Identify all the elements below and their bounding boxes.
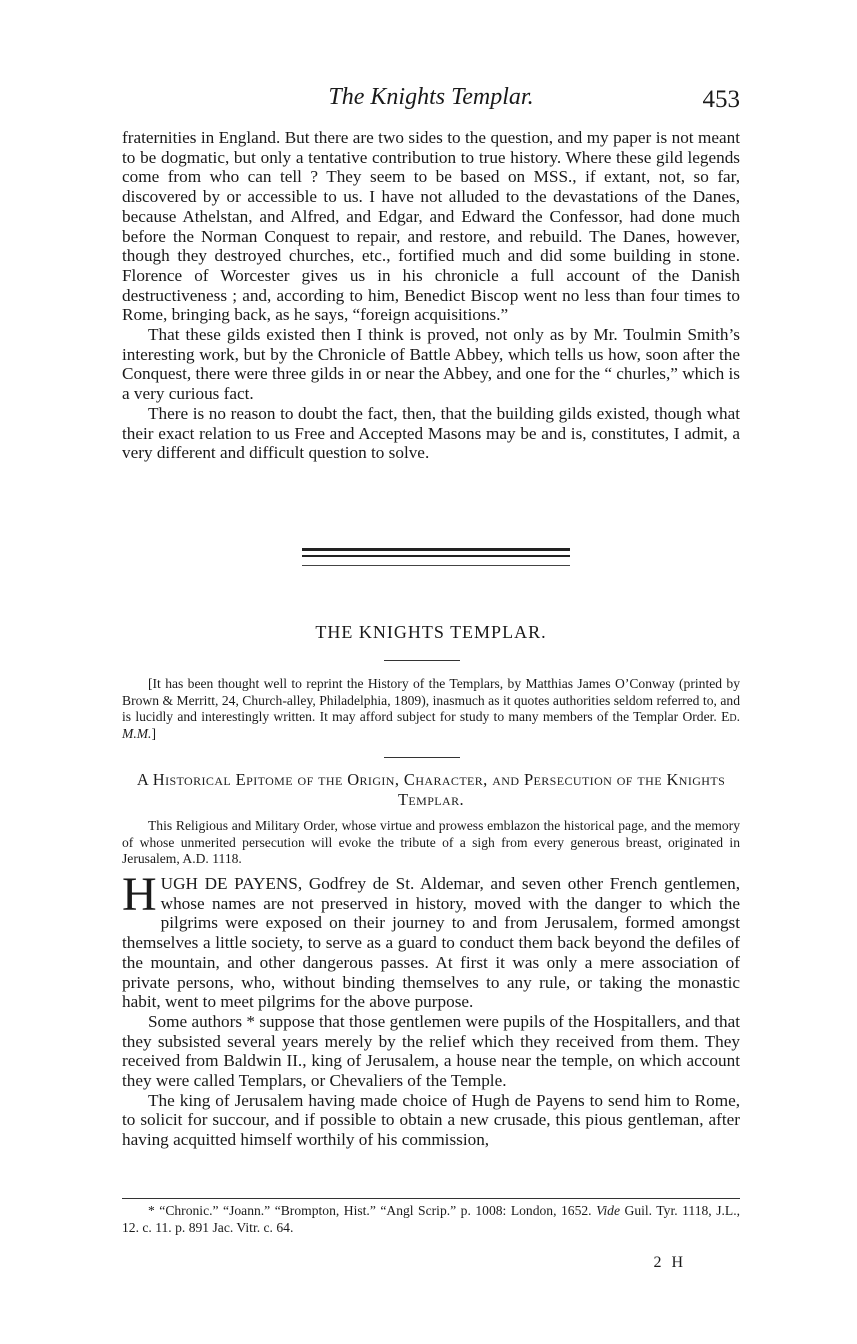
epitome-intro-text: This Religious and Military Order, whose virtue and prowess emblazon the historical page, and the memory of whose unmerited persecution will evoke the tribute of a sigh from every generous breast, originated in Jerusalem, A.D. 1118. [122, 818, 740, 867]
editor-note-text: [It has been thought well to reprint the History of the Templars, by Matthias James O’Conway (printed by Brown & Merritt, 24, Church-alley, Philadelphia, 1809), inasmuch as it quotes authorities seldom referred to, and is lucidly and interestingly written. It may afford subject for study to many members of the Templar Order. Ed. M.M.] [122, 676, 741, 741]
footnote-text: * “Chronic.” “Joann.” “Brompton, Hist.” “Angl Scrip.” p. 1008: London, 1652. Vide Guil. Tyr. 1118, J.L., 12. c. 11. p. 891 Jac. Vitr. c. 64. [122, 1203, 740, 1235]
signature-mark: 2 H [653, 1254, 686, 1271]
paragraph: fraternities in England. But there are two sides to the question, and my paper is not meant to be dogmatic, but only a tentative contribution to true history. Where these gild legends come from who can tell ? They seem to be based on MSS., if extant, not, so far, discovered by or accessible to us. I have not alluded to the devastations of the Danes, because Athelstan, and Alfred, and Edgar, and Edward the Confessor, had done much before the Norman Conquest to repair, and restore, and rebuild. The Danes, however, though they destroyed churches, etc., fortified much and did some building in stone. Florence of Worcester gives us in his chronicle a full account of the Danish destructiveness ; and, according to him, Benedict Biscop went no less than four times to Rome, bringing back, as he says, “foreign acquisitions.” [122, 128, 740, 325]
paragraph: That these gilds existed then I think is proved, not only as by Mr. Toulmin Smith’s interesting work, but by the Chronicle of Battle Abbey, which tells us how, soon after the Conquest, there were three gilds in or near the Abbey, and one for the “ churles,” which is a very curious fact. [122, 325, 740, 404]
paragraph: There is no reason to doubt the fact, then, that the building gilds existed, though what their exact relation to us Free and Accepted Masons may be and is, constitutes, I admit, a very different and difficult question to solve. [122, 403, 740, 463]
editor-sign: Ed. [721, 709, 741, 725]
section-separator-thin [302, 565, 570, 566]
footnote-rule [122, 1198, 740, 1199]
article-body [122, 868, 740, 1150]
editor-note [122, 676, 740, 742]
paragraph: HUGH DE PAYENS, Godfrey de St. Aldemar, and seven other French gentlemen, whose names are not preserved in history, moved with the danger to which the pilgrims were exposed on their journey to and from Jerusalem, formed amongst themselves a little society, to serve as a guard to conduct them back beyond the defiles of the mountain, and other dangerous passes. At first it was only a mere association of private persons, who, without binding themselves to any rule, or taking the monastic habit, went to meet pilgrims for the above purpose. [122, 868, 740, 1012]
drop-cap: H [122, 868, 157, 921]
running-head [122, 82, 740, 118]
paragraph: Some authors * suppose that those gentlemen were pupils of the Hospitallers, and that they subsisted several years merely by the relief which they received from them. They received from Baldwin II., king of Jerusalem, a house near the temple, on which account they were called Templars, or Chevaliers of the Temple. [122, 1011, 740, 1091]
footnote [122, 1203, 740, 1236]
editor-journal: M.M. [122, 725, 152, 741]
article-title: THE KNIGHTS TEMPLAR. [315, 622, 547, 642]
epitome-title: A Historical Epitome of the Origin, Character, and Persecution of the Knights Templar. [136, 770, 726, 809]
title-rule [384, 660, 460, 661]
running-title: The Knights Templar. [328, 84, 534, 110]
epitome-intro [122, 818, 740, 868]
note-rule [384, 757, 460, 758]
paragraph: The king of Jerusalem having made choice of Hugh de Payens to send him to Rome, to solicit for succour, and if possible to obtain a new crusade, this pious gentleman, after having acquitted himself worthily of his commission, [122, 1090, 740, 1150]
page [122, 0, 740, 1344]
continuation-text [122, 128, 740, 463]
section-separator [302, 548, 570, 557]
page-number: 453 [702, 86, 740, 113]
